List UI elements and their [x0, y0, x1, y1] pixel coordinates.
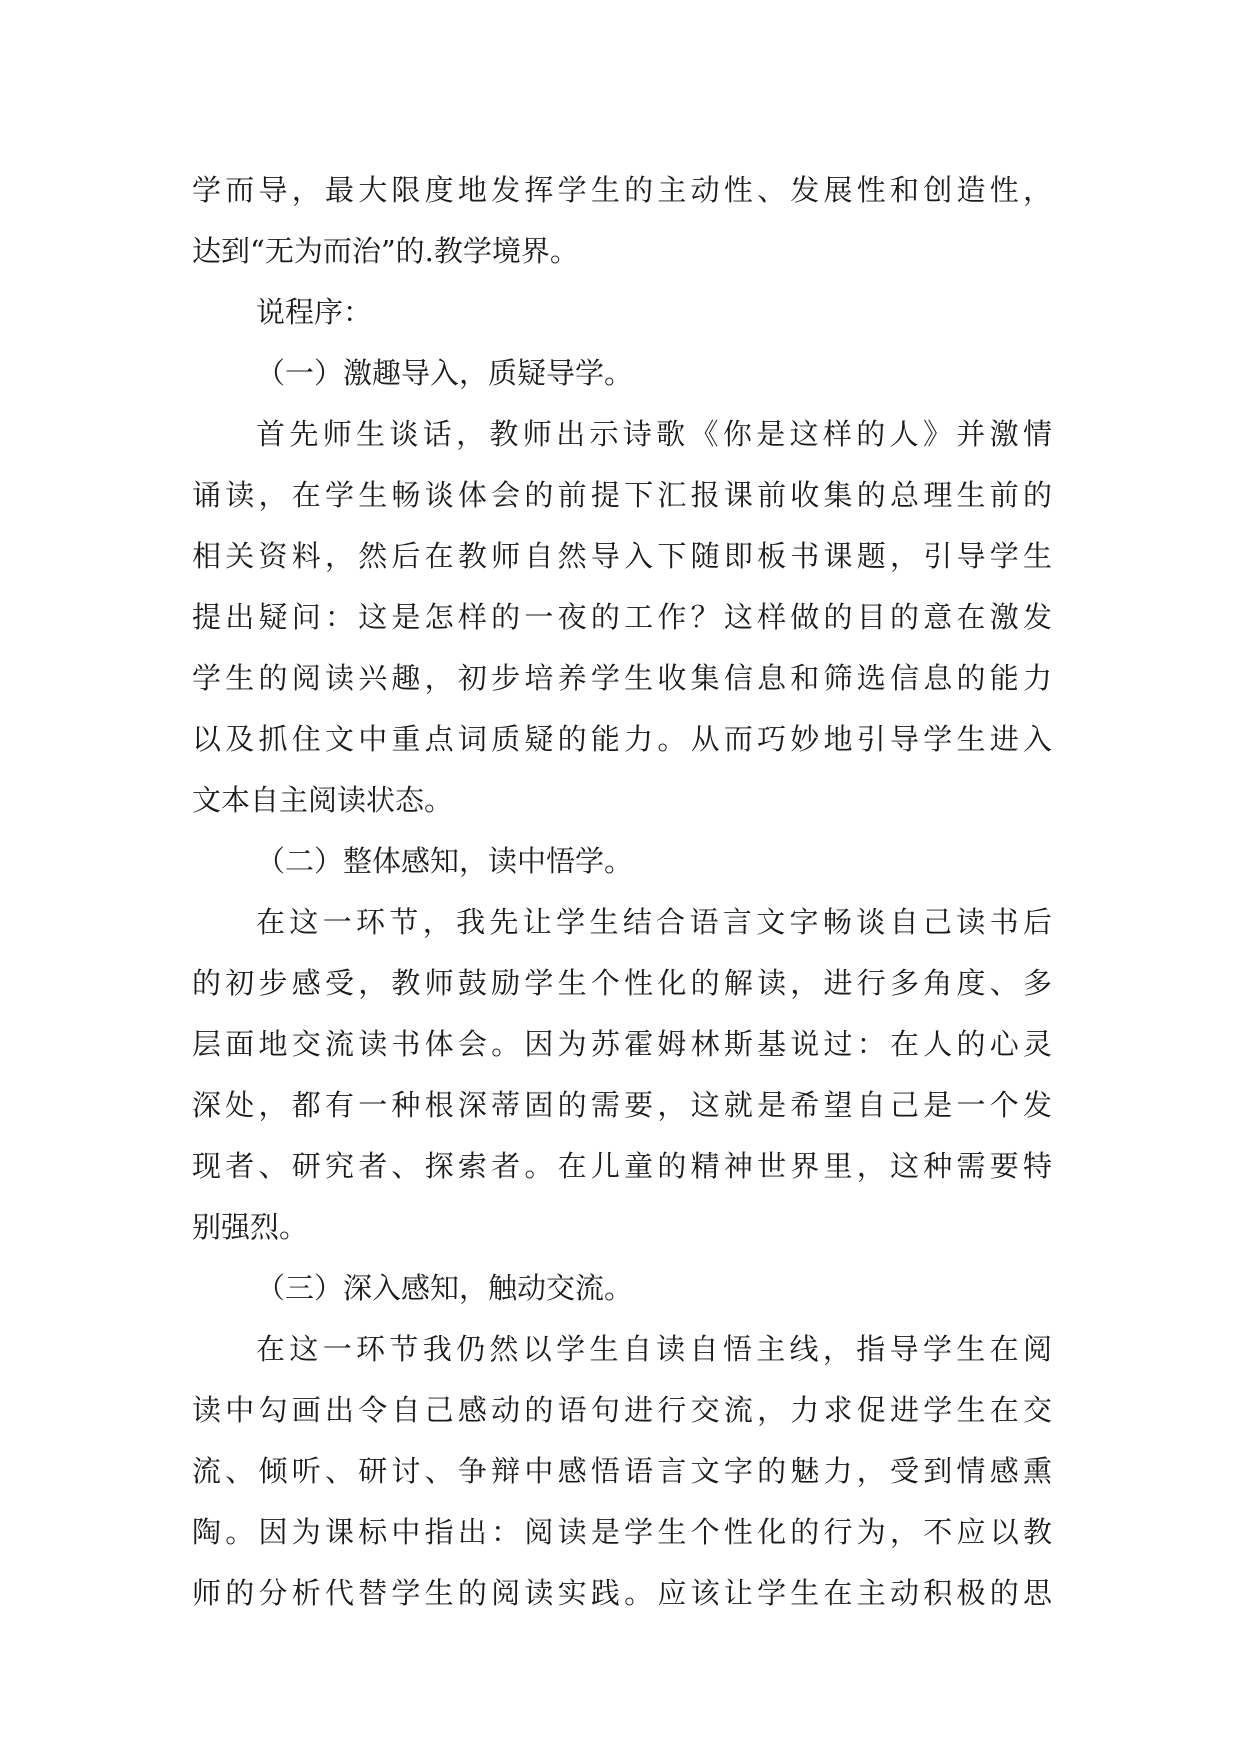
- section-heading: （二）整体感知，读中悟学。: [256, 844, 634, 878]
- text-line: 的初步感受，教师鼓励学生个性化的解读，进行多角度、多: [192, 966, 1052, 1000]
- text-line: 流、倾听、研讨、争辩中感悟语言文字的魅力，受到情感熏: [192, 1454, 1052, 1488]
- text-line: 层面地交流读书体会。因为苏霍姆林斯基说过：在人的心灵: [192, 1027, 1052, 1061]
- body-text: [192, 160, 1052, 1624]
- text-line: 深处，都有一种根深蒂固的需要，这就是希望自己是一个发: [192, 1088, 1052, 1122]
- section-heading: （三）深入感知，触动交流。: [256, 1271, 634, 1305]
- text-line: 现者、研究者、探索者。在儿童的精神世界里，这种需要特: [192, 1149, 1052, 1183]
- text-line: 在这一环节，我先让学生结合语言文字畅谈自己读书后: [256, 905, 1052, 939]
- section-heading: （一）激趣导入，质疑导学。: [256, 356, 634, 390]
- text-line: 以及抓住文中重点词质疑的能力。从而巧妙地引导学生进入: [192, 722, 1052, 756]
- text-line: 读中勾画出令自己感动的语句进行交流，力求促进学生在交: [192, 1393, 1052, 1427]
- text-line: 诵读，在学生畅谈体会的前提下汇报课前收集的总理生前的: [192, 478, 1052, 512]
- text-line: 师的分析代替学生的阅读实践。应该让学生在主动积极的思: [192, 1576, 1052, 1610]
- text-line: 提出疑问：这是怎样的一夜的工作？这样做的目的意在激发: [192, 600, 1052, 634]
- text-line: 文本自主阅读状态。: [192, 783, 454, 817]
- text-line: 说程序：: [256, 295, 373, 329]
- text-line: 学而导，最大限度地发挥学生的主动性、发展性和创造性，: [192, 173, 1052, 207]
- text-line: 在这一环节我仍然以学生自读自悟主线，指导学生在阅: [256, 1332, 1052, 1366]
- text-line: 别强烈。: [192, 1210, 309, 1244]
- text-line: 相关资料，然后在教师自然导入下随即板书课题，引导学生: [192, 539, 1052, 573]
- text-line: 首先师生谈话，教师出示诗歌《你是这样的人》并激情: [256, 417, 1052, 451]
- text-line: 陶。因为课标中指出：阅读是学生个性化的行为，不应以教: [192, 1515, 1052, 1549]
- text-line: 达到“无为而治”的.教学境界。: [192, 234, 579, 268]
- text-line: 学生的阅读兴趣，初步培养学生收集信息和筛选信息的能力: [192, 661, 1052, 695]
